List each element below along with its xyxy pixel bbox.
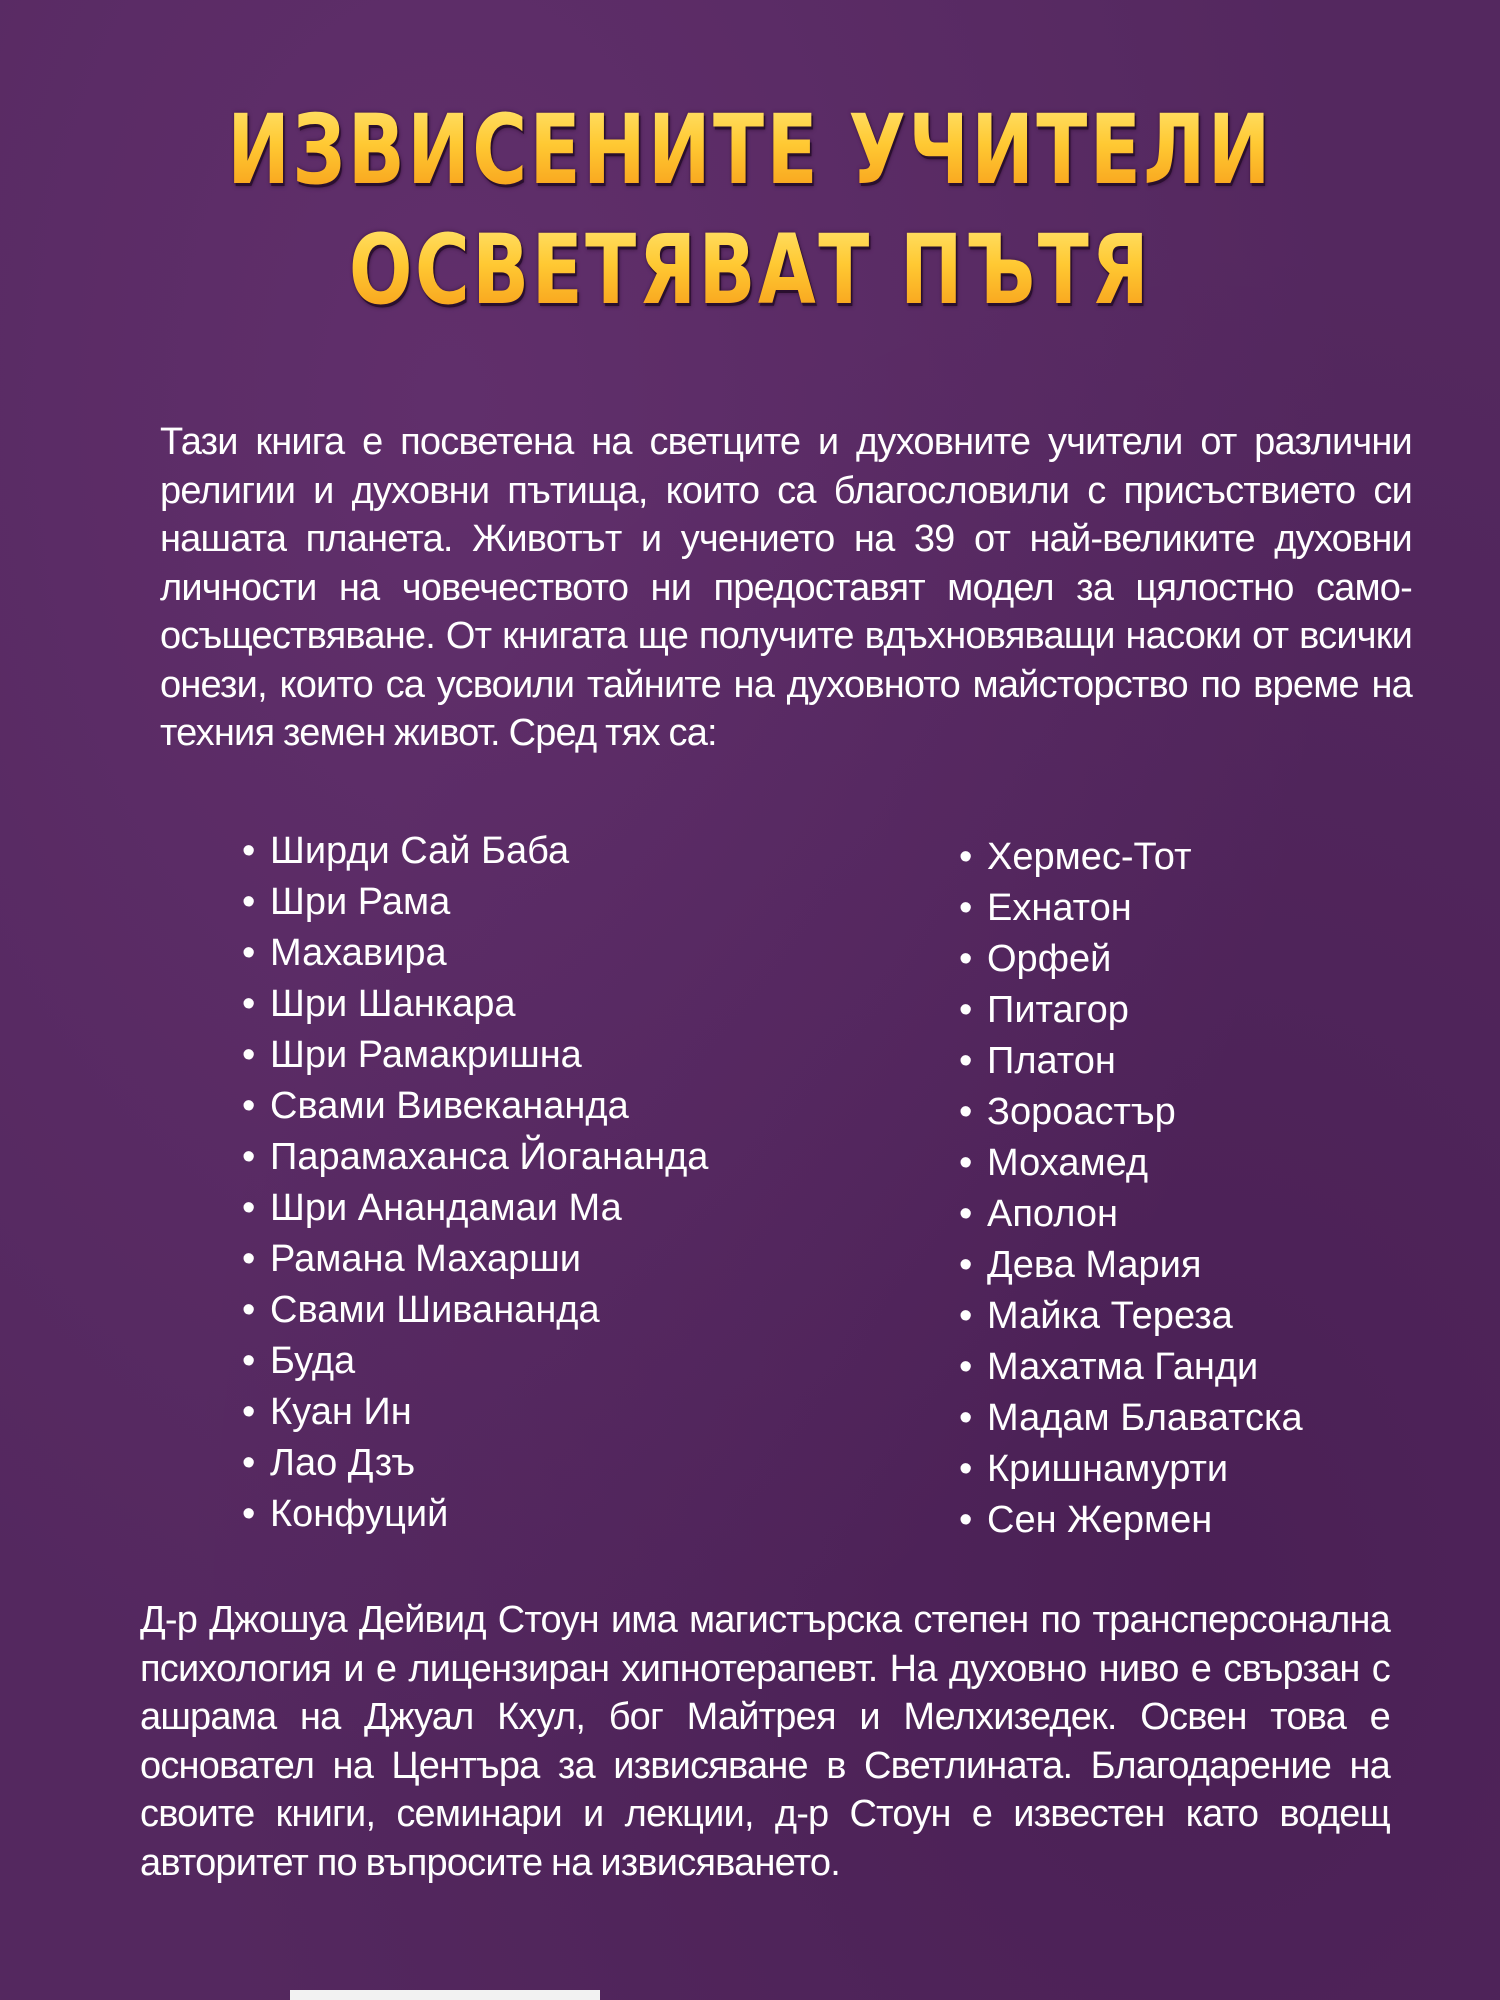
list-item (238, 1132, 758, 1183)
bullet-icon: • (242, 1289, 256, 1331)
teachers-list-left (238, 826, 758, 1540)
bullet-icon: • (959, 938, 973, 980)
teachers-list-right (955, 832, 1395, 1546)
list-item (955, 1393, 1395, 1444)
list-item-label: Свами Вивекананда (270, 1085, 629, 1127)
list-item (238, 928, 758, 979)
bullet-icon: • (959, 1448, 973, 1490)
bullet-icon: • (242, 1034, 256, 1076)
bullet-icon: • (959, 887, 973, 929)
list-item (955, 1087, 1395, 1138)
bullet-icon: • (959, 1142, 973, 1184)
list-item-label: Шри Шанкара (270, 983, 516, 1025)
list-item-label: Зороастър (987, 1091, 1176, 1133)
list-item (238, 1336, 758, 1387)
list-item-label: Майка Тереза (987, 1295, 1233, 1337)
list-item (238, 1489, 758, 1540)
list-item-label: Куан Ин (270, 1391, 412, 1433)
bullet-icon: • (959, 1346, 973, 1388)
list-item-label: Орфей (987, 938, 1112, 980)
list-item (955, 883, 1395, 934)
bullet-icon: • (959, 1244, 973, 1286)
list-item-label: Ширди Сай Баба (270, 830, 570, 872)
title-line-1: ИЗВИСЕНИТЕ УЧИТЕЛИ (165, 90, 1335, 210)
bullet-icon: • (242, 1340, 256, 1382)
list-item (955, 1342, 1395, 1393)
bullet-icon: • (959, 1397, 973, 1439)
list-item-label: Дева Мария (987, 1244, 1202, 1286)
list-item-label: Шри Анандамаи Ма (270, 1187, 622, 1229)
intro-paragraph: Тази книга е посветена на светците и духовните учители от различни религии и духовни пътища, които са благословили с присъствието си нашата планета. Животът и учението на 39 от най-великите духовни личности на човечеството ни предоставят модел за цялостно само-осъществяване. От книгата ще получите вдъхновяващи насоки от всички онези, които са усвоили тайните на духовното майсторство по време на техния земен живот. Сред тях са: (160, 421, 1412, 754)
list-item (238, 1438, 758, 1489)
bullet-icon: • (242, 1442, 256, 1484)
list-item-label: Мадам Блаватска (987, 1397, 1303, 1439)
list-item-label: Ехнатон (987, 887, 1132, 929)
list-item-label: Парамаханса Йогананда (270, 1136, 709, 1178)
list-item (955, 1189, 1395, 1240)
bullet-icon: • (242, 1391, 256, 1433)
list-item-label: Питагор (987, 989, 1129, 1031)
list-item (955, 1138, 1395, 1189)
list-item-label: Хермес-Тот (987, 836, 1192, 878)
list-item-label: Лао Дзъ (270, 1442, 416, 1484)
bullet-icon: • (959, 989, 973, 1031)
list-item-label: Мохамед (987, 1142, 1149, 1184)
barcode-sticker-edge (290, 1990, 600, 2000)
list-item-label: Сен Жермен (987, 1499, 1213, 1541)
list-item (955, 832, 1395, 883)
bullet-icon: • (959, 836, 973, 878)
list-item (955, 1240, 1395, 1291)
bullet-icon: • (242, 1187, 256, 1229)
list-item-label: Аполон (987, 1193, 1118, 1235)
author-bio-paragraph: Д-р Джошуа Дейвид Стоун има магистърска степен по трансперсонална психология и е лицензиран хипнотерапевт. На духовно ниво е свързан с ашрама на Джуал Кхул, бог Майтрея и Мелхизедек. Освен това е основател на Центъра за извисяване в Светлината. Благодарение на своите книги, семинари и лекции, д-р Стоун е известен като водещ авторитет по въпросите на извисяването. (140, 1599, 1390, 1884)
bullet-icon: • (242, 932, 256, 974)
list-item (955, 1291, 1395, 1342)
list-item (238, 1387, 758, 1438)
bullet-icon: • (959, 1193, 973, 1235)
list-item (238, 877, 758, 928)
list-item-label: Шри Рама (270, 881, 451, 923)
bullet-icon: • (242, 1085, 256, 1127)
list-item (238, 979, 758, 1030)
list-item-label: Свами Шивананда (270, 1289, 600, 1331)
list-item (955, 934, 1395, 985)
list-item-label: Махавира (270, 932, 447, 974)
bullet-icon: • (959, 1091, 973, 1133)
bullet-icon: • (242, 1493, 256, 1535)
list-item (955, 985, 1395, 1036)
list-item (238, 1183, 758, 1234)
list-item-label: Платон (987, 1040, 1116, 1082)
title-line-2: ОСВЕТЯВАТ ПЪТЯ (165, 210, 1335, 330)
bullet-icon: • (242, 881, 256, 923)
bullet-icon: • (242, 830, 256, 872)
list-item-label: Махатма Ганди (987, 1346, 1259, 1388)
list-item-label: Кришнамурти (987, 1448, 1229, 1490)
list-item-label: Рамана Махарши (270, 1238, 581, 1280)
list-item-label: Конфуций (270, 1493, 449, 1535)
bullet-icon: • (242, 1136, 256, 1178)
list-item (238, 826, 758, 877)
list-item-label: Буда (270, 1340, 356, 1382)
list-item-label: Шри Рамакришна (270, 1034, 582, 1076)
book-title (0, 90, 1500, 330)
list-item (238, 1081, 758, 1132)
list-item (238, 1285, 758, 1336)
bullet-icon: • (242, 983, 256, 1025)
bullet-icon: • (242, 1238, 256, 1280)
list-item (238, 1030, 758, 1081)
bullet-icon: • (959, 1499, 973, 1541)
bullet-icon: • (959, 1295, 973, 1337)
list-item (238, 1234, 758, 1285)
bullet-icon: • (959, 1040, 973, 1082)
list-item (955, 1036, 1395, 1087)
list-item (955, 1495, 1395, 1546)
list-item (955, 1444, 1395, 1495)
